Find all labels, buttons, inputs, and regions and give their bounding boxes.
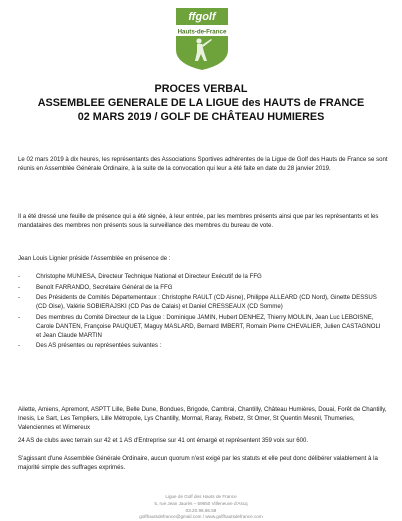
list-item-text: Christophe MUNIESA, Directeur Technique National et Directeur Exécutif de la FFG — [36, 273, 262, 280]
paragraph-attendance-sheet: Il a été dressé une feuille de présence qui a été signée, à leur entrée, par les membres présents ainsi que par les représentants et les mandataires des membres non présents sous la surveillance des membres du bureau de vote. — [18, 213, 379, 229]
list-item-text: Des membres du Comité Directeur de la Ligue : Dominique JAMIN, Hubert DENHEZ, Thierry MOULIN, Jean Luc LEBOISNE, Carole DANTEN, Françoise PAUQUET, Maguy MASLARD, Bernard IMBERT, Romain Pierre CHEVALIER, Julien CASTAGNOLI et Jean Claude MARTIN — [36, 313, 381, 339]
paragraph-clubs-list: Ailette, Amiens, Apremont, ASPTT Lille, Belle Dune, Bondues, Brigode, Cambrai, Chantilly, Château Humières, Douai, Forêt de Chantilly, Inesis, Le Sart, Les Templiers, Lille Métropole, Lys Chantilly, Mormal, Raray, Rebetz, St Omer, St Quentin Mesnil, Thumeries, Valenciennes et Wimereux — [18, 406, 387, 431]
footer-contact-links: golfhautsdefrance@gmail.com / www.golfhautsdefrance.com — [139, 514, 263, 520]
list-item-text: Des Présidents de Comités Départementaux : Christophe RAULT (CD Aisne), Philippe ALLEARD (CD Nord), Ginette DESSUS (CD Oise), Valérie SOBIERAJSKI (CD Pas de Calais) et Daniel CRESSEAUX (CD Somme) — [36, 294, 377, 310]
ffgolf-hauts-de-france-logo — [172, 6, 232, 72]
logo-brand-text: ffgolf — [188, 11, 216, 23]
list-item: - Des Présidents de Comités Départementaux : Christophe RAULT (CD Aisne), Philippe ALLEARD (CD Nord), Ginette DESSUS (CD Oise), Valérie SOBIERAJSKI (CD Pas de Calais) et Daniel CRESSEAUX (CD Somme) — [18, 294, 377, 310]
attendee-list — [18, 272, 386, 352]
list-item-text: Benoît FARRANDO, Secrétaire Général de la FFG — [36, 283, 173, 291]
logo-region-text: Hauts-de-France — [177, 28, 227, 36]
list-item-text: Des AS présentes ou représentées suivantes : — [36, 342, 162, 349]
list-item: - Benoît FARRANDO, Secrétaire Général de la FFG — [18, 283, 173, 291]
header-subtitle: ASSEMBLEE GENERALE DE LA LIGUE des HAUTS de FRANCE — [37, 97, 365, 109]
header-title: PROCES VERBAL — [154, 83, 248, 95]
footer-org-name: Ligue de Golf des Hauts de France — [165, 494, 237, 499]
paragraph-president: Jean Louis Lignier préside l'Assemblée en présence de : — [18, 255, 171, 262]
list-item: - Christophe MUNIESA, Directeur Technique National et Directeur Exécutif de la FFG — [18, 273, 262, 280]
paragraph-opening: Le 02 mars 2019 à dix heures, les représentants des Associations Sportives adhérentes de la Ligue de Golf des Hauts de France se sont réunis en Assemblée Générale Ordinaire, à la suite de la convocation qui leur a été faite en date du 28 janvier 2019. — [18, 156, 388, 172]
footer-address: 5, rue Jean Jaurès – 59650 Villeneuve d'Ascq — [154, 500, 248, 506]
document-footer — [0, 494, 402, 521]
header-date-venue: 02 MARS 2019 / GOLF DE CHÂTEAU HUMIERES — [77, 111, 325, 123]
document-header — [20, 82, 382, 124]
list-item: - Des AS présentes ou représentées suivantes : — [18, 342, 162, 349]
list-item: - Des membres du Comité Directeur de la Ligue : Dominique JAMIN, Hubert DENHEZ, Thierry MOULIN, Jean Luc LEBOISNE, Carole DANTEN, Françoise PAUQUET, Maguy MASLARD, Bernard IMBERT, Romain Pierre CHEVALIER, Julien CASTAGNOLI et Jean Claude MARTIN — [18, 313, 381, 339]
paragraph-quorum: S'agissant d'une Assemblée Générale Ordinaire, aucun quorum n'est exigé par les statuts et elle peut donc délibérer valablement à la majorité simple des suffrages exprimés. — [18, 455, 378, 471]
paragraph-votes: 24 AS de clubs avec terrain sur 42 et 1 AS d'Entreprise sur 41 ont émargé et représentent 359 voix sur 600. — [18, 437, 309, 444]
footer-phone: 03.20.98.86.58 — [185, 507, 217, 513]
logo-badge-icon — [172, 6, 232, 72]
